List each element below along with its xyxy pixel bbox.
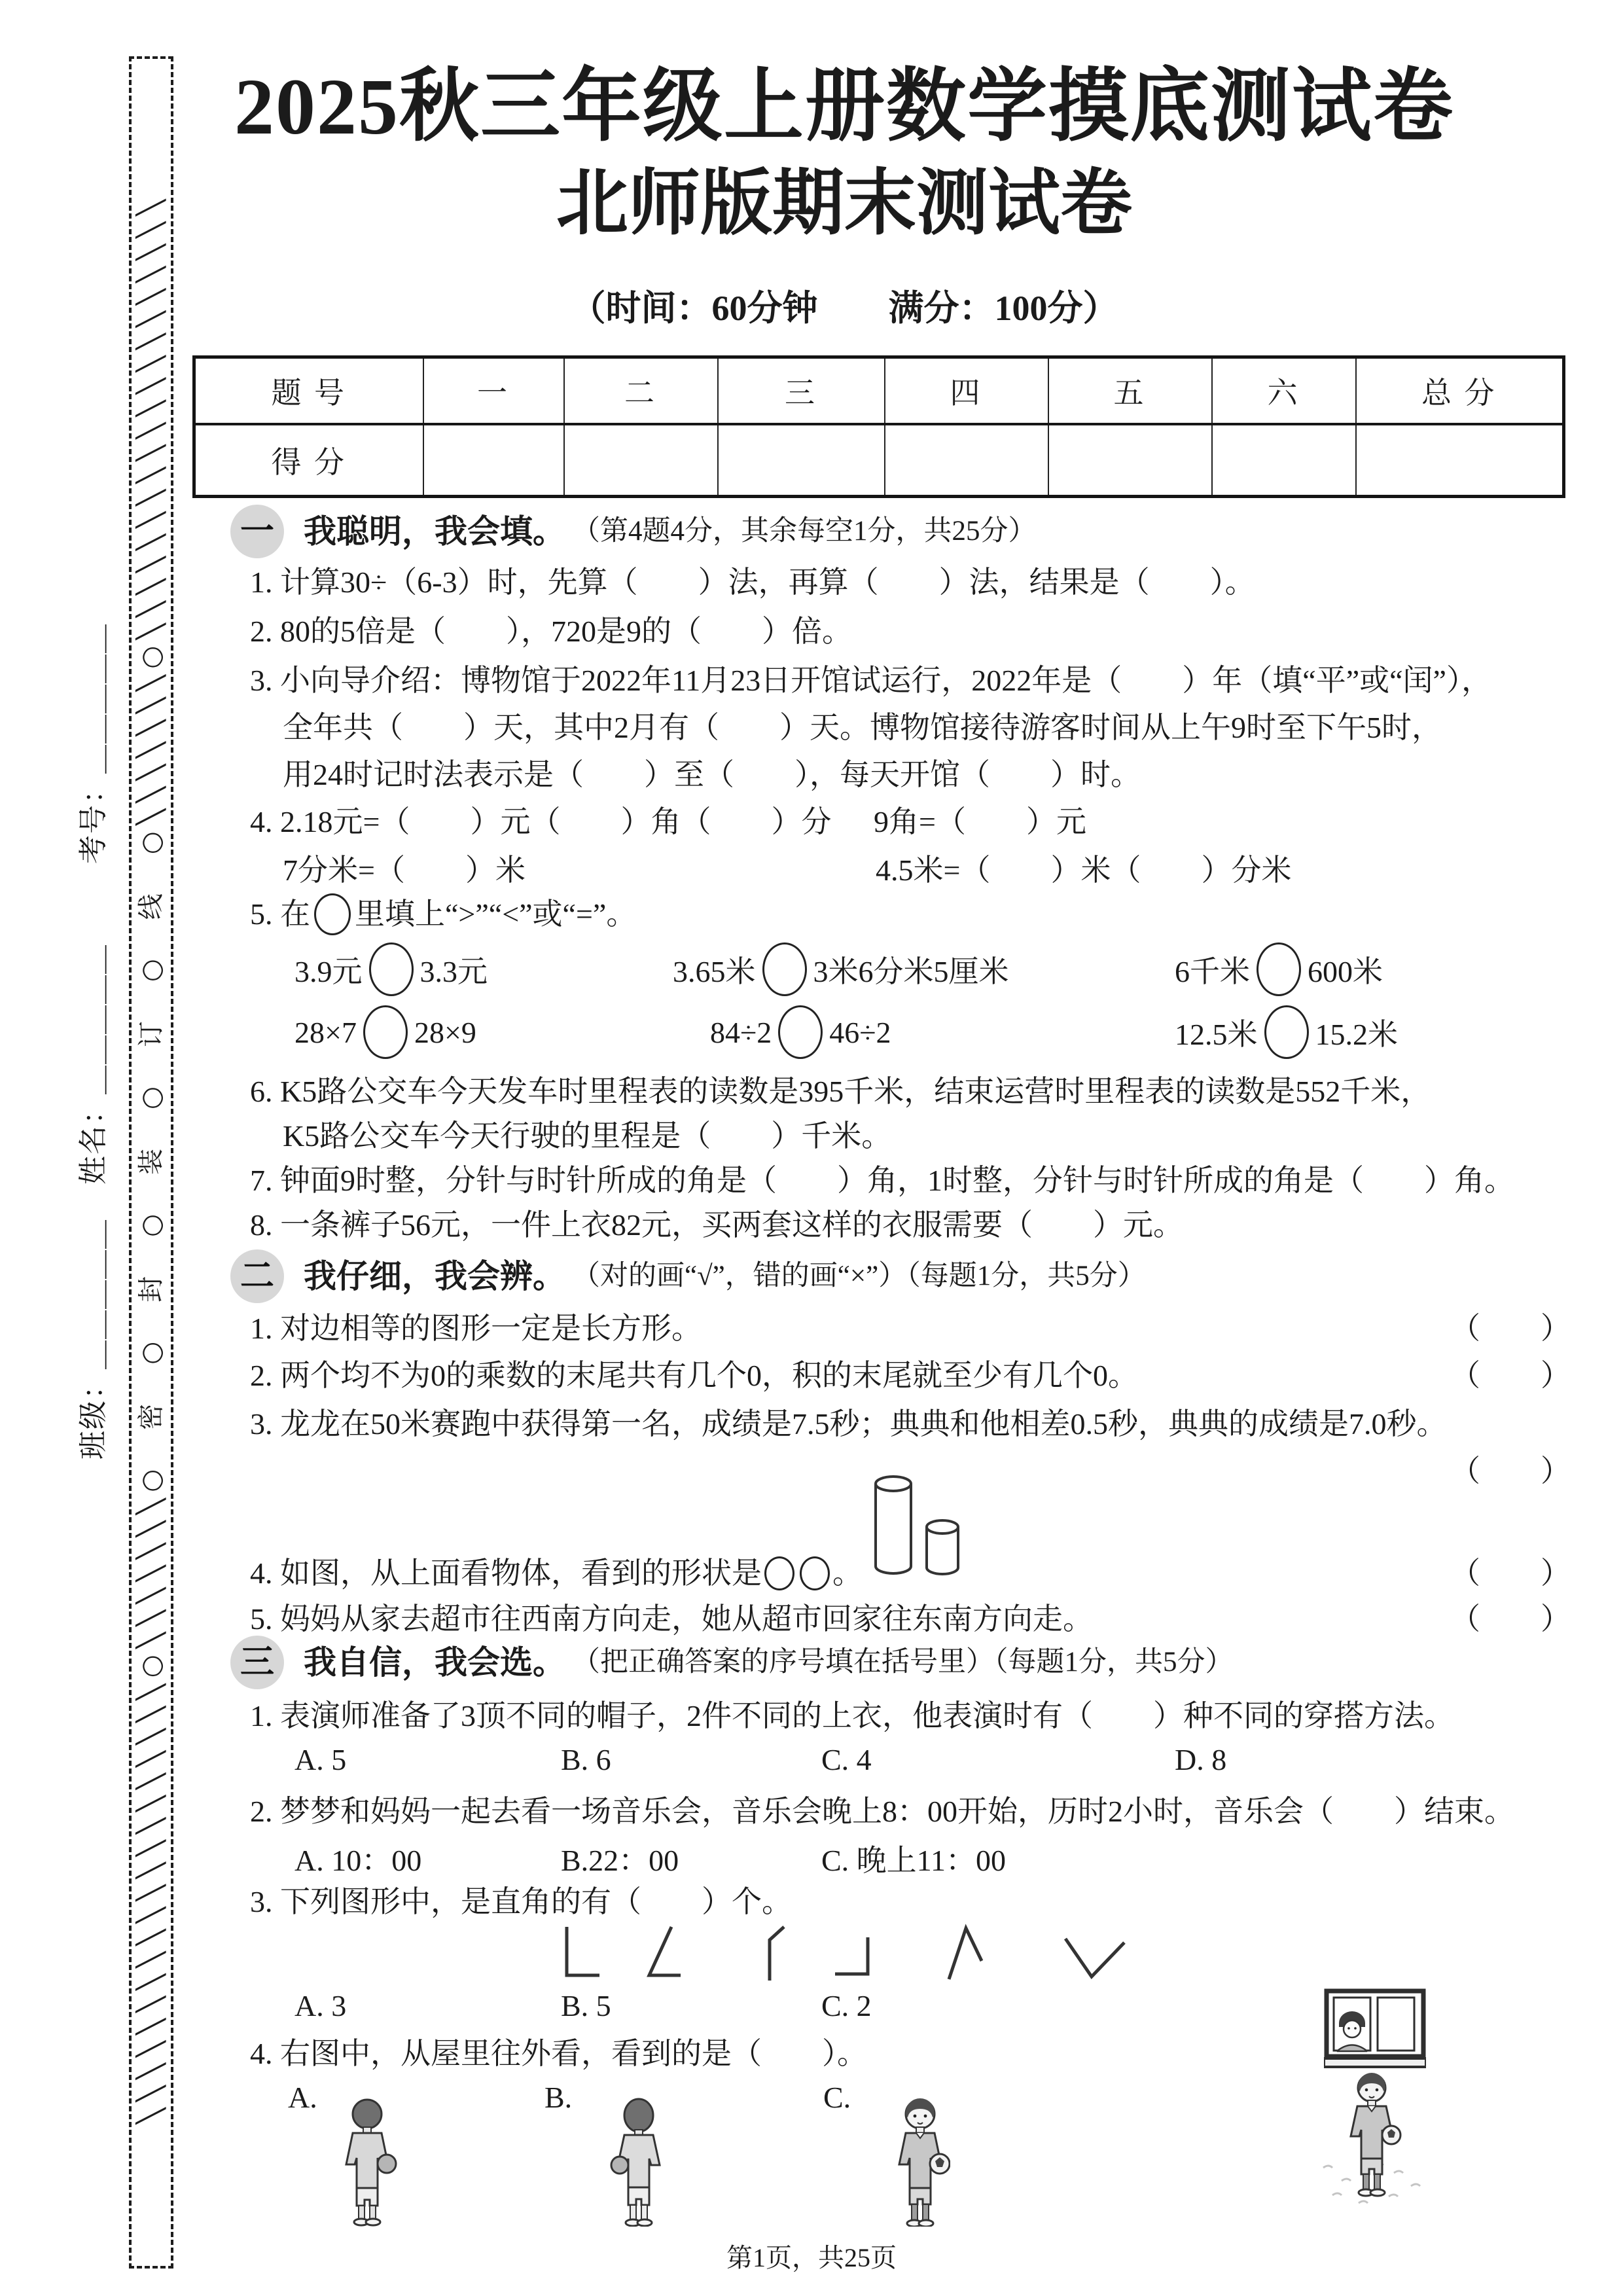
- score-col-4: 四: [885, 357, 1048, 425]
- narrow-angle-icon: [751, 1923, 791, 1984]
- option-c: C. 4: [821, 1743, 872, 1776]
- compare-item: [710, 1005, 891, 1059]
- window-icon: [1324, 1988, 1426, 2071]
- right-angle-icon: [556, 1923, 609, 1984]
- boy-front-view-figure: [890, 2094, 950, 2230]
- compare-left: 3.9元: [294, 955, 363, 988]
- score-col-1: 一: [423, 357, 564, 425]
- s2-q1-text: 1. 对边相等的图形一定是长方形。: [250, 1312, 702, 1345]
- section3-header: [230, 1634, 1234, 1691]
- answer-bracket: （ ）: [1450, 1359, 1571, 1392]
- page-subtitle: 北师版期末测试卷: [556, 164, 1132, 243]
- section1-header: [230, 503, 1037, 560]
- score-cell: [1212, 424, 1356, 497]
- s1-q5-pre: 5. 在: [250, 897, 310, 931]
- s2-q2-text: 2. 两个均不为0的乘数的末尾共有几个0，积的末尾就至少有几个0。: [250, 1359, 1138, 1392]
- s1-q5-post: 里填上“>”“<”或“=”。: [355, 897, 637, 931]
- compare-right: 28×9: [414, 1015, 476, 1049]
- student-name-field: 姓名：＿＿＿＿＿: [77, 944, 109, 1185]
- compare-item: [1175, 942, 1383, 996]
- option-c: C. 2: [821, 1989, 872, 2022]
- option-c: C.: [823, 2081, 851, 2114]
- angle-right-figure: [556, 1923, 609, 1988]
- s2-q2: [250, 1355, 1571, 1397]
- s3-q2-options: [0, 1837, 1623, 1882]
- compare-item: [1175, 1005, 1398, 1059]
- section2-header: [230, 1247, 1146, 1305]
- option-b: B.: [544, 2081, 573, 2114]
- score-col-total: 总 分: [1356, 357, 1564, 425]
- option-d: D. 8: [1175, 1743, 1227, 1776]
- angle-right-up-figure: [830, 1932, 877, 1984]
- angle-vee-figure: [1060, 1931, 1128, 1986]
- compare-item: [673, 942, 1009, 996]
- s1-q4-line2: [283, 850, 1292, 891]
- page-title: 2025秋三年级上册数学摸底测试卷: [234, 63, 1454, 151]
- vee-angle-icon: [1060, 1931, 1128, 1983]
- s1-q4-line1: [250, 801, 1086, 843]
- s2-q1: [250, 1308, 1571, 1350]
- compare-left: 6千米: [1175, 955, 1250, 988]
- score-cell: [1048, 424, 1212, 497]
- score-col-6: 六: [1212, 357, 1356, 425]
- option-c: C. 晚上11：00: [821, 1844, 1006, 1877]
- section2-badge: 二: [230, 1249, 284, 1303]
- score-table-header-row: [194, 357, 1564, 425]
- score-cell: [718, 424, 885, 497]
- angle-acute-figure: [633, 1923, 688, 1988]
- s2-q4-pre: 4. 如图，从上面看物体，看到的形状是: [250, 1556, 762, 1590]
- compare-left: 3.65米: [673, 955, 756, 988]
- compare-item: [294, 1005, 476, 1059]
- compare-right: 15.2米: [1315, 1018, 1398, 1051]
- s1-q8: 8. 一条裤子56元，一件上衣82元，买两套这样的衣服需要（ ）元。: [250, 1208, 1183, 1242]
- s2-q3-bracket: （ ）: [1450, 1454, 1571, 1488]
- s3-q1: 1. 表演师准备了3顶不同的帽子，2件不同的上衣，他表演时有（ ）种不同的穿搭方法。: [250, 1699, 1454, 1732]
- section2-note: （对的画“√”，错的画“×”）（每题1分，共5分）: [572, 1261, 1146, 1291]
- s2-q4: [250, 1552, 1571, 1594]
- s3-q3: 3. 下列图形中，是直角的有（ ）个。: [250, 1885, 792, 1918]
- compare-left: 28×7: [294, 1015, 357, 1049]
- class-field: 班级：＿＿＿＿＿: [77, 1219, 109, 1460]
- compare-circle-icon: [778, 1005, 823, 1059]
- s1-q4-right2: 4.5米=（ ）米（ ）分米: [876, 853, 1292, 887]
- score-cell: [423, 424, 564, 497]
- compare-circle-icon: [1257, 942, 1301, 996]
- top-view-circle-icon: [800, 1556, 830, 1590]
- exam-number-field: 考号：＿＿＿＿＿: [77, 623, 109, 864]
- s1-q3-line3: 用24时记时法表示是（ ）至（ ），每天开馆（ ）时。: [283, 758, 1141, 791]
- compare-circle-icon: [762, 942, 807, 996]
- score-row-label: 得 分: [194, 424, 423, 497]
- s1-q4-right1: 9角=（ ）元: [874, 805, 1086, 838]
- compare-circle-icon: [369, 942, 414, 996]
- score-col-2: 二: [564, 357, 718, 425]
- compare-left: 84÷2: [710, 1015, 772, 1049]
- boy-back-icon: [337, 2094, 397, 2227]
- option-a: A. 5: [294, 1743, 347, 1776]
- s2-q3: 3. 龙龙在50米赛跑中获得第一名，成绩是7.5秒；典典和他相差0.5秒，典典的成绩是7.0秒。: [250, 1407, 1447, 1441]
- boy-back-icon: [609, 2094, 669, 2227]
- section1-badge: 一: [230, 505, 284, 558]
- s3-q4: 4. 右图中，从屋里往外看，看到的是（ ）。: [250, 2037, 867, 2070]
- top-view-circle-icon: [764, 1556, 794, 1590]
- section3-note: （把正确答案的序号填在括号里）（每题1分，共5分）: [572, 1647, 1234, 1677]
- s3-q1-options: [0, 1742, 1623, 1788]
- right-angle-up-icon: [830, 1932, 877, 1981]
- option-a: A.: [288, 2081, 317, 2114]
- compare-right: 46÷2: [829, 1015, 891, 1049]
- s1-q4-left1: 4. 2.18元=（ ）元（ ）角（ ）分: [250, 805, 832, 838]
- exam-meta: （时间：60分钟 满分：100分）: [570, 289, 1118, 328]
- score-col-3: 三: [718, 357, 885, 425]
- score-table-score-row: [194, 424, 1564, 497]
- seal-line-text: ╲╲╲╲╲╲╲╲╲╲╲╲╲╲╲╲╲╲╲╲○╲╲╲╲╲╲╲○ 密 ○ 封 ○ 装 ○ 订 ○ 线 ○╲╲╲╲╲╲╲○╲╲╲╲╲╲╲╲╲╲╲╲╲╲╲╲╲╲╲╲: [136, 193, 166, 2124]
- s1-q6-line2: K5路公交车今天行驶的里程是（ ）千米。: [283, 1119, 892, 1153]
- page-number: 第1页，共25页: [726, 2243, 897, 2272]
- compare-left: 12.5米: [1175, 1018, 1258, 1051]
- answer-bracket: （ ）: [1450, 1312, 1571, 1345]
- s1-q3-line1: 3. 小向导介绍：博物馆于2022年11月23日开馆试运行，2022年是（ ）年（填“平”或“闰”），: [250, 664, 1491, 697]
- boy-on-grass-icon: [1315, 2070, 1428, 2208]
- section1-note: （第4题4分，其余每空1分，共25分）: [572, 516, 1037, 547]
- compare-circle-icon: [1264, 1005, 1309, 1059]
- option-b: B.22：00: [561, 1844, 679, 1877]
- answer-bracket: （ ）: [1450, 1602, 1571, 1636]
- angle-narrow-figure: [751, 1923, 791, 1988]
- compare-circle-icon: [314, 893, 351, 935]
- option-a: A. 10：00: [294, 1844, 422, 1877]
- option-b: B. 5: [561, 1989, 611, 2022]
- section3-badge: 三: [230, 1636, 284, 1689]
- s2-q4-text: [250, 1552, 863, 1594]
- answer-bracket: （ ）: [1450, 1556, 1571, 1590]
- option-b: B. 6: [561, 1743, 611, 1776]
- section1-title: 我聪明，我会填。: [304, 513, 565, 550]
- score-cell: [564, 424, 718, 497]
- score-header-label: 题 号: [194, 357, 423, 425]
- section2-title: 我仔细，我会辨。: [304, 1258, 565, 1295]
- s3-q2: 2. 梦梦和妈妈一起去看一场音乐会，音乐会晚上8：00开始，历时2小时，音乐会（ ）结束。: [250, 1795, 1514, 1828]
- boy-back-view-a-figure: [337, 2094, 397, 2230]
- compare-item: [294, 942, 488, 996]
- score-col-5: 五: [1048, 357, 1212, 425]
- s1-q2: 2. 80的5倍是（ ），720是9的（ ）倍。: [250, 615, 852, 648]
- boy-back-view-b-figure: [609, 2094, 669, 2230]
- s1-q4-left2: 7分米=（ ）米: [283, 853, 526, 887]
- peak-angle-icon: [937, 1923, 990, 1984]
- option-a: A. 3: [294, 1989, 347, 2022]
- score-table: [192, 355, 1565, 498]
- angle-peak-figure: [937, 1923, 990, 1988]
- section3-title: 我自信，我会选。: [304, 1644, 565, 1681]
- s1-q7: 7. 钟面9时整，分针与时针所成的角是（ ）角，1时整，分针与时针所成的角是（ ）角。: [250, 1164, 1514, 1197]
- s1-q6-line1: 6. K5路公交车今天发车时里程表的读数是395千米，结束运营时里程表的读数是552千米，: [250, 1075, 1431, 1108]
- acute-angle-icon: [633, 1923, 688, 1984]
- boy-on-grass-figure: [1315, 2070, 1428, 2212]
- s1-q1: 1. 计算30÷（6-3）时，先算（ ）法，再算（ ）法，结果是（ ）。: [250, 565, 1255, 599]
- boy-front-icon: [890, 2094, 950, 2227]
- s1-q5-intro: [250, 893, 636, 935]
- compare-right: 600米: [1308, 955, 1383, 988]
- score-cell: [1356, 424, 1564, 497]
- s1-q3-line2: 全年共（ ）天，其中2月有（ ）天。博物馆接待游客时间从上午9时至下午5时，: [283, 711, 1442, 744]
- window-boy-figure: [1324, 1988, 1426, 2074]
- score-cell: [885, 424, 1048, 497]
- compare-right: 3米6分米5厘米: [813, 955, 1009, 988]
- s2-q4-post: 。: [832, 1556, 863, 1590]
- compare-right: 3.3元: [419, 955, 488, 988]
- compare-circle-icon: [363, 1005, 408, 1059]
- s2-q5-text: 5. 妈妈从家去超市往西南方向走，她从超市回家往东南方向走。: [250, 1602, 1093, 1636]
